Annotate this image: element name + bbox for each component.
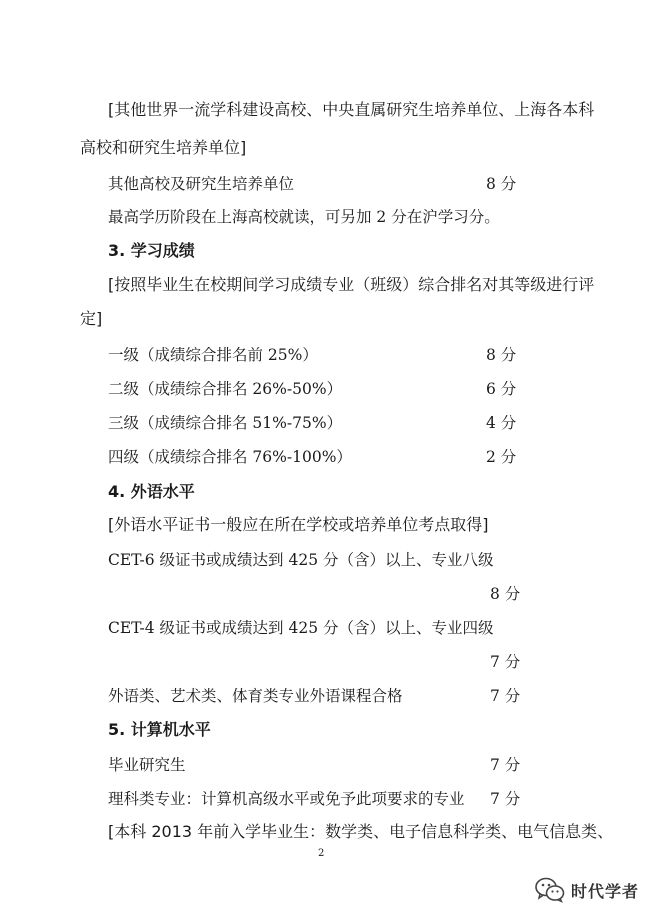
watermark <box>535 874 639 906</box>
watermark-text: 时代学者 <box>571 881 640 901</box>
cet6-label: CET-6 级证书或成绩达到 425 分（含）以上、专业八级 <box>108 551 494 569</box>
section2-note-line2: 高校和研究生培养单位] <box>80 138 247 157</box>
section3-title: 3. 学习成绩 <box>108 241 195 260</box>
arts-points: 7 分 <box>490 687 521 705</box>
section5-note-line1: [本科 2013 年前入学毕业生：数学类、电子信息科学类、电气信息类、 <box>108 822 614 841</box>
sci-points: 7 分 <box>490 790 521 808</box>
grade-item-points: 8 分 <box>486 346 517 364</box>
section2-other-points: 8 分 <box>486 175 517 193</box>
wechat-icon <box>535 877 565 903</box>
sci-label: 理科类专业：计算机高级水平或免予此项要求的专业 <box>108 790 465 808</box>
arts-label: 外语类、艺术类、体育类专业外语课程合格 <box>108 687 403 705</box>
grad-label: 毕业研究生 <box>108 756 186 774</box>
cet6-points: 8 分 <box>490 585 521 603</box>
grad-points: 7 分 <box>490 756 521 774</box>
page-number: 2 <box>318 848 325 859</box>
grade-item-label: 二级（成绩综合排名 26%-50%） <box>108 380 343 398</box>
section5-title: 5. 计算机水平 <box>108 720 211 739</box>
grade-item-label: 一级（成绩综合排名前 25%） <box>108 346 318 364</box>
section3-note-line2: 定] <box>80 309 103 328</box>
section4-note: [外语水平证书一般应在所在学校或培养单位考点取得] <box>108 515 489 534</box>
grade-item-label: 三级（成绩综合排名 51%-75%） <box>108 414 343 432</box>
section2-other-label: 其他高校及研究生培养单位 <box>108 175 295 193</box>
grade-item-points: 2 分 <box>486 448 517 466</box>
section4-title: 4. 外语水平 <box>108 482 195 501</box>
section2-bonus-text: 最高学历阶段在上海高校就读，可另加 2 分在沪学习分。 <box>108 208 500 226</box>
section3-note-line1: [按照毕业生在校期间学习成绩专业（班级）综合排名对其等级进行评 <box>108 275 595 294</box>
grade-item-points: 6 分 <box>486 380 517 398</box>
section2-note-line1: [其他世界一流学科建设高校、中央直属研究生培养单位、上海各本科 <box>108 100 595 119</box>
grade-item-points: 4 分 <box>486 414 517 432</box>
cet4-label: CET-4 级证书或成绩达到 425 分（含）以上、专业四级 <box>108 619 494 637</box>
cet4-points: 7 分 <box>490 653 521 671</box>
grade-item-label: 四级（成绩综合排名 76%-100%） <box>108 448 352 466</box>
